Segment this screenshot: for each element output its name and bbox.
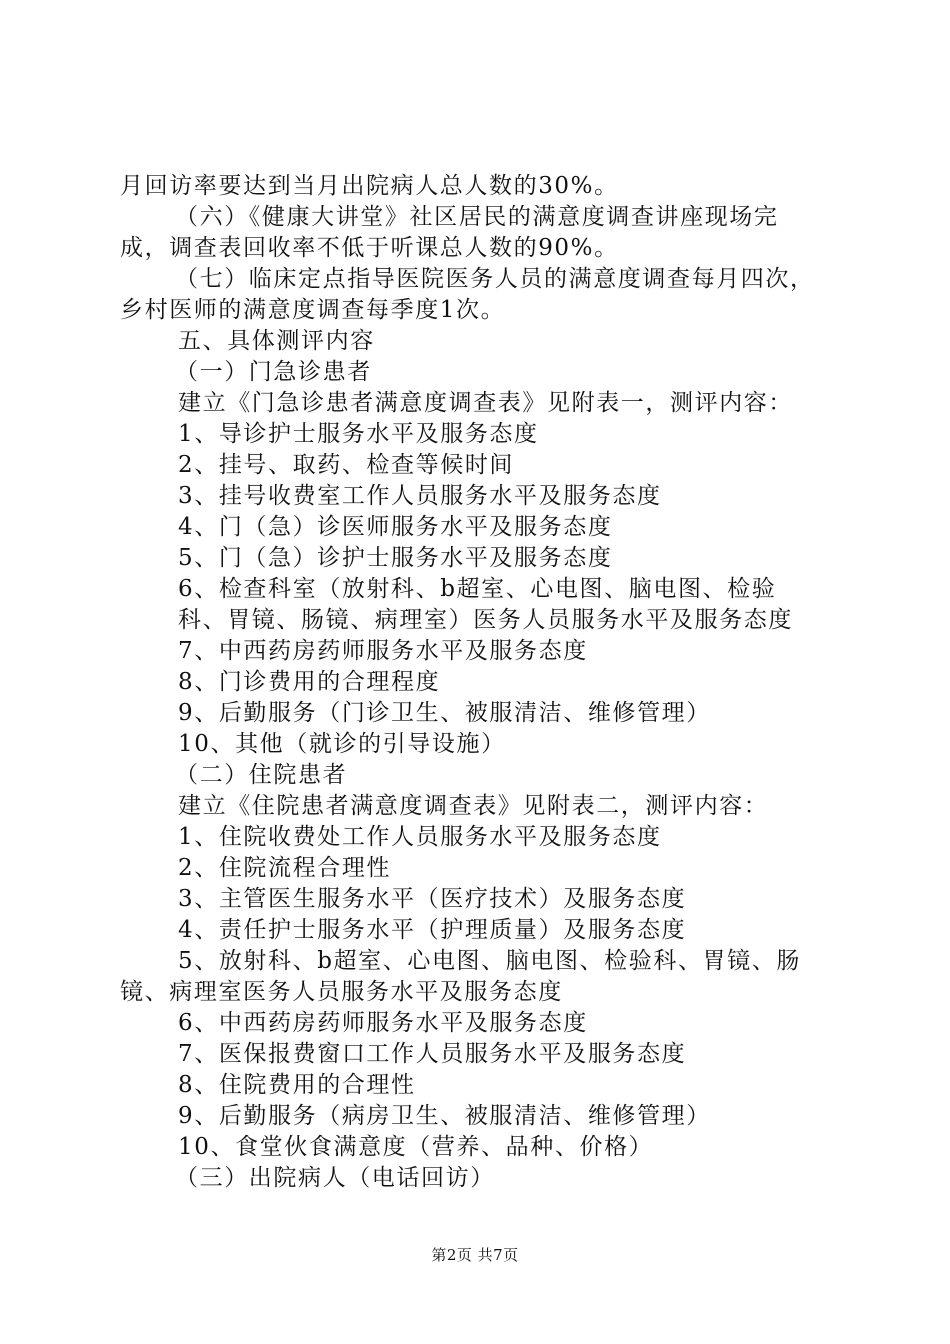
list-item: 4、门（急）诊医师服务水平及服务态度 bbox=[178, 514, 613, 540]
list-item: 3、主管医生服务水平（医疗技术）及服务态度 bbox=[178, 886, 687, 912]
subsection-heading: （二）住院患者 bbox=[175, 762, 348, 788]
list-item: 4、责任护士服务水平（护理质量）及服务态度 bbox=[178, 917, 687, 943]
list-item: 镜、病理室医务人员服务水平及服务态度 bbox=[120, 979, 563, 1005]
list-item: 9、后勤服务（门诊卫生、被服清洁、维修管理） bbox=[178, 700, 711, 726]
list-item: 8、住院费用的合理性 bbox=[178, 1072, 416, 1098]
list-item: 6、检查科室（放射科、b超室、心电图、脑电图、检验 bbox=[178, 576, 777, 602]
list-item: 2、挂号、取药、检查等候时间 bbox=[178, 452, 515, 478]
list-item: 7、医保报费窗口工作人员服务水平及服务态度 bbox=[178, 1041, 687, 1067]
text-line: 成，调查表回收率不低于听课总人数的90%。 bbox=[120, 235, 619, 261]
text-line: 建立《门急诊患者满意度调查表》见附表一，测评内容： bbox=[178, 390, 793, 416]
text-line: （六）《健康大讲堂》社区居民的满意度调查讲座现场完 bbox=[175, 204, 779, 230]
page-number: 第2页 共7页 bbox=[431, 1246, 519, 1264]
list-item: 2、住院流程合理性 bbox=[178, 855, 392, 881]
list-item: 5、门（急）诊护士服务水平及服务态度 bbox=[178, 545, 613, 571]
list-item: 3、挂号收费室工作人员服务水平及服务态度 bbox=[178, 483, 662, 509]
list-item: 6、中西药房药师服务水平及服务态度 bbox=[178, 1010, 588, 1036]
list-item: 9、后勤服务（病房卫生、被服清洁、维修管理） bbox=[178, 1103, 711, 1129]
list-item: 10、食堂伙食满意度（营养、品种、价格） bbox=[178, 1134, 654, 1160]
text-line: 乡村医师的满意度调查每季度1次。 bbox=[120, 297, 506, 323]
text-line: 月回访率要达到当月出院病人总人数的30%。 bbox=[120, 173, 619, 199]
list-item: 10、其他（就诊的引导设施） bbox=[178, 731, 506, 757]
text-line: 建立《住院患者满意度调查表》见附表二，测评内容： bbox=[178, 793, 769, 819]
list-item: 科、胃镜、肠镜、病理室）医务人员服务水平及服务态度 bbox=[178, 607, 793, 633]
subsection-heading: （一）门急诊患者 bbox=[175, 359, 372, 385]
list-item: 1、住院收费处工作人员服务水平及服务态度 bbox=[178, 824, 662, 850]
list-item: 7、中西药房药师服务水平及服务态度 bbox=[178, 638, 588, 664]
list-item: 5、放射科、b超室、心电图、脑电图、检验科、胃镜、肠 bbox=[178, 948, 801, 974]
text-line: （七）临床定点指导医院医务人员的满意度调查每月四次， bbox=[175, 266, 815, 292]
list-item: 8、门诊费用的合理程度 bbox=[178, 669, 441, 695]
list-item: 1、导诊护士服务水平及服务态度 bbox=[178, 421, 539, 447]
section-heading: 五、具体测评内容 bbox=[178, 328, 375, 354]
subsection-heading: （三）出院病人（电话回访） bbox=[175, 1165, 495, 1191]
